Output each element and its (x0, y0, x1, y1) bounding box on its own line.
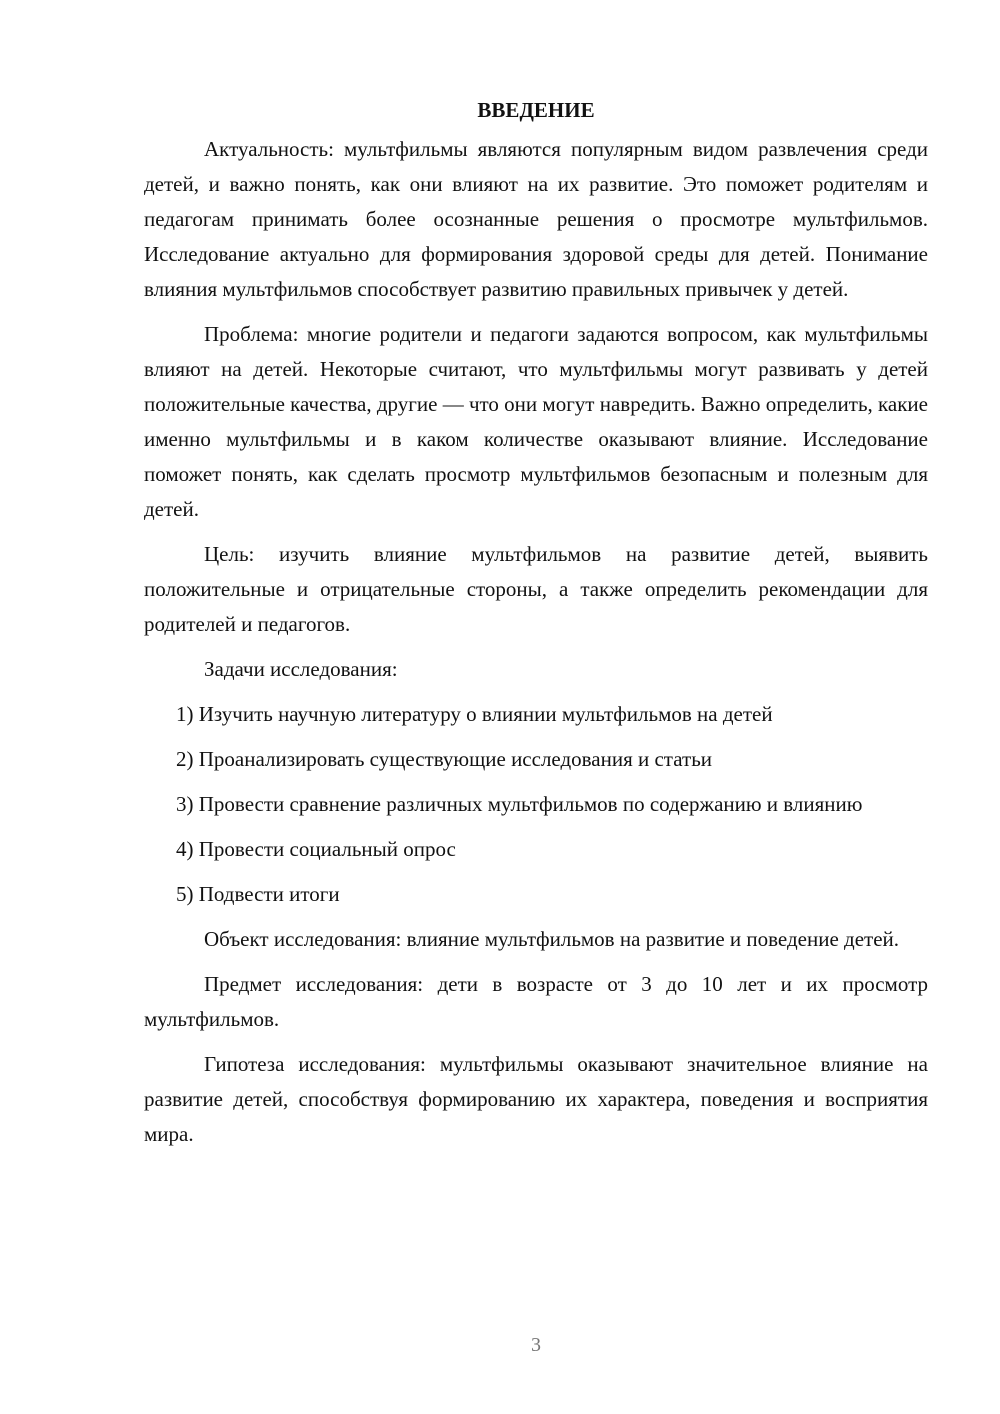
section-title: ВВЕДЕНИЕ (477, 98, 595, 122)
hypothesis-paragraph: Гипотеза исследования: мультфильмы оказывают значительное влияние на развитие детей, способствуя формированию их характера, поведения и восприятия мира. (144, 1052, 928, 1146)
subject-paragraph: Предмет исследования: дети в возрасте от 3 до 10 лет и их просмотр мультфильмов. (144, 972, 928, 1031)
object-paragraph: Объект исследования: влияние мультфильмов на развитие и поведение детей. (204, 927, 900, 951)
task-item-4: 4) Провести социальный опрос (176, 837, 456, 861)
task-item-2: 2) Проанализировать существующие исследования и статьи (176, 747, 713, 771)
task-item-3: 3) Провести сравнение различных мультфильмов по содержанию и влиянию (176, 792, 863, 816)
relevance-paragraph: Актуальность: мультфильмы являются популярным видом развлечения среди детей, и важно понять, как они влияют на их развитие. Это поможет родителям и педагогам принимать более осознанные решения о просмотре мультфильмов. Исследование актуально для формирования здоровой среды для детей. Понимание влияния мультфильмов способствует развитию правильных привычек у детей. (144, 137, 928, 301)
problem-paragraph: Проблема: многие родители и педагоги задаются вопросом, как мультфильмы влияют на детей. Некоторые считают, что мультфильмы могут развивать у детей положительные качества, другие — что они могут навредить. Важно определить, какие именно мультфильмы и в каком количестве оказывают влияние. Исследование поможет понять, как сделать просмотр мультфильмов безопасным и полезным для детей. (144, 322, 928, 521)
task-item-5: 5) Подвести итоги (176, 882, 340, 906)
page-number: 3 (531, 1334, 541, 1356)
document-page (144, 96, 928, 1162)
task-item-1: 1) Изучить научную литературу о влиянии мультфильмов на детей (176, 702, 773, 726)
goal-paragraph: Цель: изучить влияние мультфильмов на развитие детей, выявить положительные и отрицательные стороны, а также определить рекомендации для родителей и педагогов. (144, 542, 928, 636)
tasks-heading: Задачи исследования: (204, 657, 398, 681)
